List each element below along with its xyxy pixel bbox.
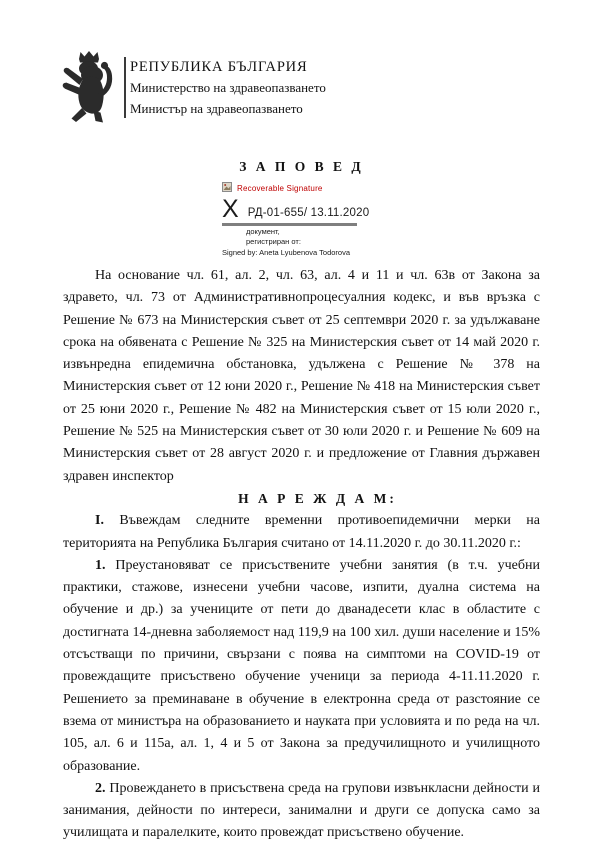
letterhead-divider (124, 57, 126, 118)
signature-badge (222, 183, 369, 193)
signature-badge-label: Recoverable Signature (237, 184, 323, 193)
document-body (63, 265, 540, 845)
signature-note-line1: документ, (246, 226, 280, 236)
signature-x-mark: X (222, 194, 239, 223)
letterhead (130, 59, 326, 122)
signature-rule (222, 223, 357, 226)
minister-line: Министър на здравеопазването (130, 101, 303, 116)
item-I-text: Въвеждам следните временни противоепидемични мерки на територията на Република България считано от 14.11.2020 г. до 30.11.2020 г.: (63, 513, 540, 551)
item-2-text: Провеждането в присъствена среда на групови извънкласни дейности и занимания, дейности по интереси, занимални и други се допуска само за училищата и паралелките, които провеждат присъствено обучение. (63, 780, 540, 841)
signature-document-number: РД-01-655/ 13.11.2020 (247, 207, 370, 219)
paragraph-legal-basis: На основание чл. 61, ал. 2, чл. 63, ал. 4 и 11 и чл. 63в от Закона за здравето, чл. 73 от Административнопроцесуалния кодекс, и във връзка с Решение № 673 на Министерския съвет от 25 септември 2020 г. за удължаване срока на обявената с Решение № 325 на Министерския съвет от 14 май 2020 г. извънредна епидемична обстановка, удължена с Решение № 378 на Министерския съвет от 12 юни 2020 г., Решение № 418 на Министерския съвет от 25 юни 2020 г., Решение № 482 на Министерския съвет от 15 юли 2020 г., Решение № 525 на Министерския съвет от 30 юли 2020 г. и Решение № 609 на Министерския съвет от 28 август 2020 г. и предложение от Главния държавен здравен инспектор (63, 268, 540, 484)
republic-title: РЕПУБЛИКА БЪЛГАРИЯ (130, 59, 308, 75)
signature-note-line2: регистриран от: (246, 237, 301, 246)
paragraph-item-2 (63, 778, 540, 845)
coat-of-arms-lion-icon (62, 51, 118, 123)
signature-block (222, 183, 369, 257)
signature-signed-by: Signed by: Aneta Lyubenova Todorova (222, 247, 351, 257)
ministry-line: Министерство на здравеопазването (130, 80, 326, 95)
item-1-text: Преустановяват се присъствените учебни занятия (в т.ч. учебни практики, стажове, изнесени учебни часове, изпити, дуална система на обучение и др.) за учениците от пети до дванадесети клас в областите с достигната 14-дневна заболяемост над 119,9 на 100 хил. души население и 15% отсъстващи по причини, свързани с поява на симптоми на COVID-19 от провеждащите присъствено обучение ученици за периода 4-11.11.2020 г. Решението за преминаване в обучение в електронна среда от разстояние се взема от министъра на образованието и науката при условията и по реда на чл. 105, ал. 6 и 115а, ал. 1, 4 и 5 от Закона за предучилищното и училищното образование. (63, 557, 540, 774)
paragraph-item-1 (63, 555, 540, 778)
item-1-number: 1. (95, 557, 106, 573)
item-I-number: I. (95, 513, 104, 529)
paragraph-item-I (63, 510, 540, 555)
document-title: З А П О В Е Д (239, 159, 364, 174)
order-heading: Н А Р Е Ж Д А М: (238, 490, 397, 506)
item-2-number: 2. (95, 780, 106, 796)
signature-line-row (222, 194, 370, 223)
